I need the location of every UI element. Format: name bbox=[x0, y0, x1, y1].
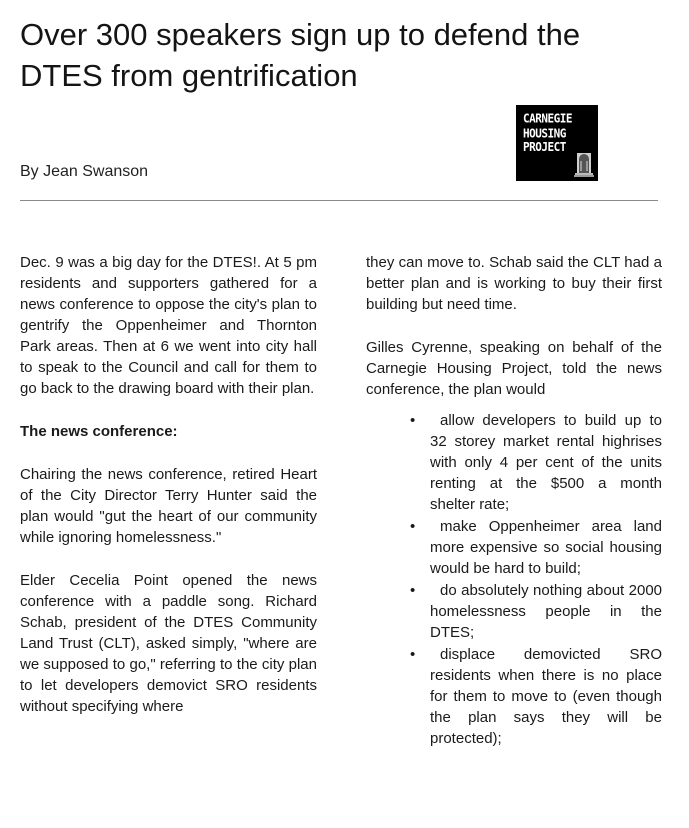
paragraph-cyrenne: Gilles Cyrenne, speaking on behalf of the Carnegie Housing Project, told the news conference, the plan would bbox=[366, 339, 662, 398]
byline: By Jean Swanson bbox=[20, 163, 149, 180]
list-item bbox=[366, 410, 662, 515]
bullet-icon: • bbox=[410, 582, 416, 599]
list-item-text: displace demovicted SRO residents when there is no place for them to move to (even though the plan says they will be protected); bbox=[430, 646, 662, 747]
list-item-text: do absolutely nothing about 2000 homelessness people in the DTES; bbox=[430, 582, 662, 641]
list-item bbox=[366, 580, 662, 643]
section-heading: The news conference: bbox=[20, 423, 178, 440]
bullet-icon: • bbox=[410, 646, 416, 663]
list-item-text: allow developers to build up to 32 storey market rental highrises with only 4 per cent of the units renting at the $500 a month shelter rate; bbox=[430, 412, 662, 513]
paragraph-continued: they can move to. Schab said the CLT had a better plan and is working to buy their first building but need time. bbox=[366, 254, 662, 313]
paragraph-chair: Chairing the news conference, retired Heart of the City Director Terry Hunter said the plan would "gut the heart of our community while ignoring homelessness." bbox=[20, 466, 317, 546]
list-item bbox=[366, 644, 662, 749]
building-door-icon bbox=[574, 147, 594, 177]
list-item-text: make Oppenheimer area land more expensive so social housing would be hard to build; bbox=[430, 518, 662, 577]
logo-line-1: CARNEGIE bbox=[523, 110, 572, 126]
left-column bbox=[20, 252, 317, 739]
divider bbox=[20, 200, 658, 201]
logo-line-2: HOUSING bbox=[523, 125, 566, 141]
list-item bbox=[366, 516, 662, 579]
article-title: Over 300 speakers sign up to defend the DTES from gentrification bbox=[20, 17, 581, 93]
carnegie-housing-project-logo bbox=[516, 105, 598, 181]
bullet-icon: • bbox=[410, 518, 416, 535]
right-column bbox=[366, 252, 662, 750]
logo-line-3: PROJECT bbox=[523, 139, 566, 155]
bullet-list bbox=[366, 410, 662, 749]
paragraph-elder: Elder Cecelia Point opened the news conference with a paddle song. Richard Schab, president of the DTES Community Land Trust (CLT), asked simply, "where are we supposed to go," referring to the city plan to let developers demovict SRO residents without specifying where bbox=[20, 572, 317, 715]
paragraph-intro: Dec. 9 was a big day for the DTES!. At 5 pm residents and supporters gathered for a news conference to oppose the city's plan to gentrify the Oppenheimer and Thornton Park areas. Then at 6 we went into city hall to speak to the Council and call for them to go back to the drawing board with their plan. bbox=[20, 254, 317, 397]
bullet-icon: • bbox=[410, 412, 416, 429]
